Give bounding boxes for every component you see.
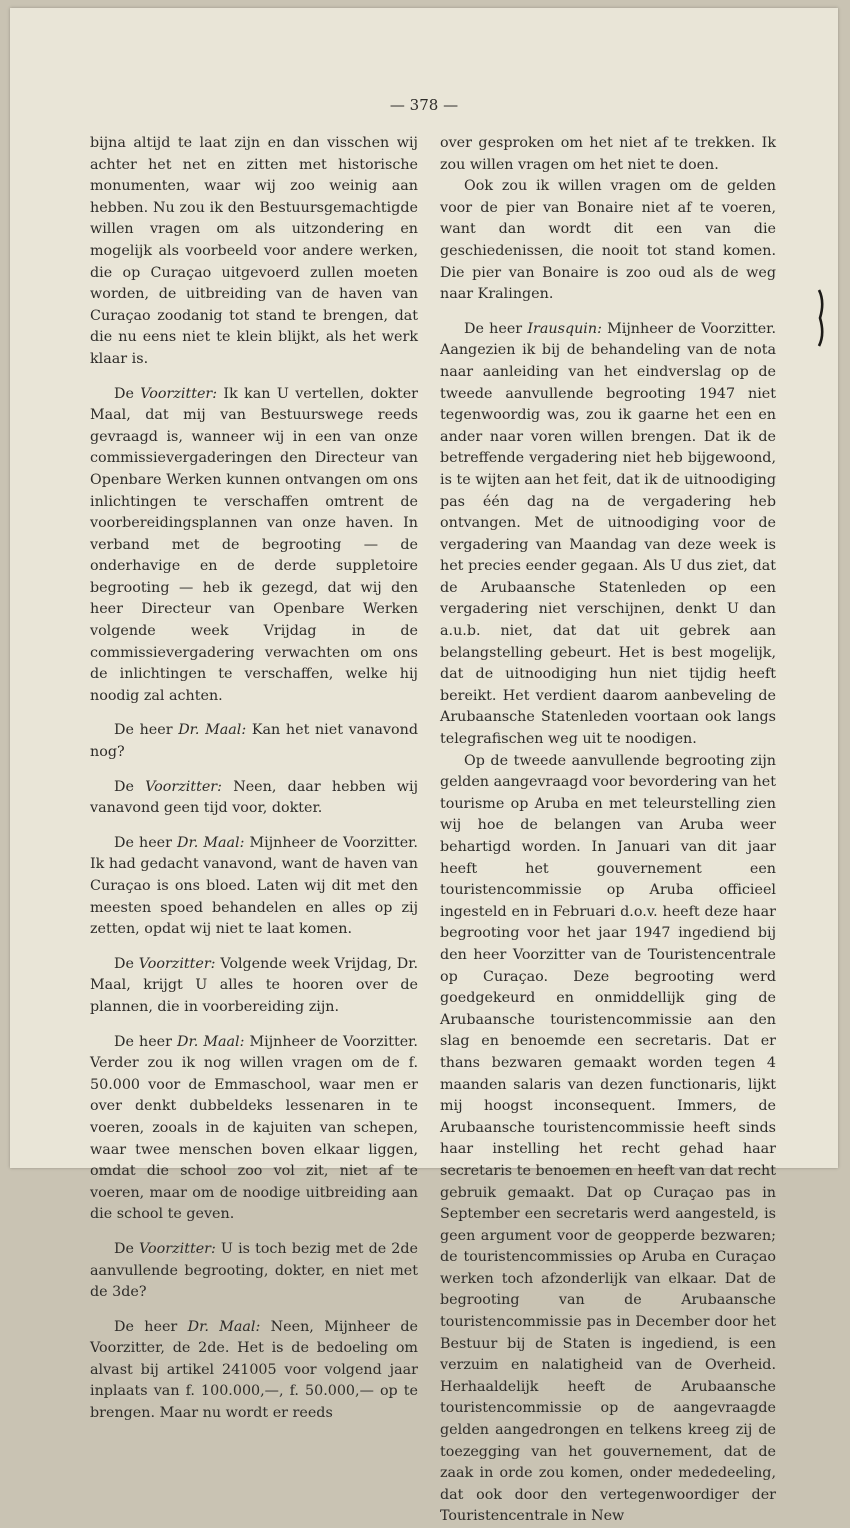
paragraph: bijna altijd te laat zijn en dan visschen wij achter het net en zitten met historische monumenten, waar wij zoo weinig aan hebben. Nu zou ik den Bestuursgemachtigde willen vragen om als uitzondering en mogelijk als voorbeeld voor andere werken, die op Curaçao uitgevoerd zullen moeten worden, de uitbreiding van de haven van Curaçao zoodanig tot stand te brengen, dat die nu eens niet te klein blijkt, als het werk klaar is. xyxy=(90,135,418,367)
speaker-name: Dr. Maal: xyxy=(177,1033,245,1050)
speech-text: U is toch bezig met de 2de aanvullende begrooting, dokter, en niet met de 3de? xyxy=(90,1240,419,1301)
speech-text: Kan het niet vanavond nog? xyxy=(90,722,418,761)
speaker-name: Voorzitter: xyxy=(139,1240,216,1257)
right-column xyxy=(440,133,776,1528)
paragraph xyxy=(90,833,418,941)
speaker-name: Voorzitter: xyxy=(140,385,218,402)
speaker-prefix: De xyxy=(114,385,141,402)
speaker-prefix: De heer xyxy=(114,722,179,739)
paragraph: Ook zou ik willen vragen om de gelden voor de pier van Bonaire niet af te voeren, want dan wordt dit een van die geschiedenissen, die nooit tot stand komen. Die pier van Bonaire is zoo oud als de weg naar Kralingen. xyxy=(440,178,776,303)
speech-text: Mijnheer de Voorzitter. Verder zou ik nog willen vragen om de f. 50.000 voor de Emmaschool, waar men er over denkt dubbeldeks lessenaren in te voeren, zooals in de kajuiten van schepen, waar twee menschen boven elkaar liggen, omdat die school zoo vol zit, niet af te voeren, maar om de noodige uitbreiding aan die school te geven. xyxy=(90,1033,418,1223)
speaker-prefix: De xyxy=(114,1240,140,1257)
speaker-name: Dr. Maal: xyxy=(178,722,247,739)
paragraph: Op de tweede aanvullende begrooting zijn gelden aangevraagd voor bevordering van het tourisme op Aruba en met teleurstelling zien wij hoe de belangen van Aruba weer behartigd worden. In Januari van dit jaar heeft het gouvernement een touristencommissie op Aruba officieel ingesteld en in Februari d.o.v. heeft deze haar begrooting voor het jaar 1947 ingediend bij den heer Voorzitter van de Touristencentrale op Curaçao. Deze begrooting werd goedgekeurd en onmiddellijk ging de Arubaansche touristencommissie aan den slag en benoemde een secretaris. Dat er thans bezwaren gemaakt worden tegen 4 maanden salaris van dezen functionaris, lijkt mij hoogst inconsequent. Immers, de Arubaansche touristencommissie heeft sinds haar instelling het recht gehad haar secretaris te benoemen en heeft van dat recht gebruik gemaakt. Dat op Curaçao pas in September een secretaris werd aangesteld, is geen argument voor de geopperde bezwaren; de touristencommissies op Aruba en Curaçao werken toch afzonderlijk van elkaar. Dat de begrooting van de Arubaansche touristencommissie pas in December door het Bestuur bij de Staten is ingediend, is een verzuim en nalatigheid van de Overheid. Herhaaldelijk heeft de Arubaansche touristencommissie op de aangevraagde gelden aangedrongen en telkens kreeg zij de toezegging van het gouvernement, dat de zaak in orde zou komen, onder mededeeling, dat ook door den vertegenwoordiger der Touristencentrale in New xyxy=(440,752,776,1525)
paragraph xyxy=(90,777,418,820)
speaker-prefix: De heer xyxy=(114,1318,188,1335)
paragraph xyxy=(90,1032,418,1226)
left-column xyxy=(90,133,418,1425)
speech-text: Mijnheer de Voorzitter. Aangezien ik bij de behandeling van de nota naar aanleiding van het eindverslag op de tweede aanvullende begrooting 1947 niet tegenwoordig was, zou ik gaarne het een en ander naar voren willen brengen. Dat ik de betreffende vergadering niet heb bijgewoond, is te wijten aan het feit, dat ik de uitnoodiging pas één dag na de vergadering heb ontvangen. Met de uitnoodiging voor de vergadering van Maandag van deze week is het precies eender gegaan. Als U dus ziet, dat de Arubaansche Statenleden op een vergadering niet verschijnen, denkt U dan a.u.b. niet, dat dat uit gebrek aan belangstelling gebeurt. Het is best mogelijk, dat de uitnoodiging hun niet tijdig heeft bereikt. Het verdient daarom aanbeveling de Arubaansche Statenleden voortaan ook langs telegrafischen weg uit te noodigen. xyxy=(440,320,776,748)
speaker-prefix: De xyxy=(114,778,146,795)
paragraph xyxy=(90,1317,418,1425)
paragraph xyxy=(90,954,418,1019)
paragraph xyxy=(440,319,776,751)
speaker-prefix: De xyxy=(114,955,139,972)
speaker-name: Irausquin: xyxy=(527,320,602,337)
paragraph xyxy=(90,720,418,763)
paragraph: over gesproken om het niet af te trekken. Ik zou willen vragen om het niet te doen. xyxy=(440,135,776,173)
document-page xyxy=(10,8,838,1525)
paragraph xyxy=(90,384,418,708)
margin-bracket-mark xyxy=(816,288,826,348)
page-number: — 378 — xyxy=(389,96,459,114)
speaker-prefix: De heer xyxy=(114,834,178,851)
speaker-name: Voorzitter: xyxy=(145,778,222,795)
speech-text: Neen, daar hebben wij vanavond geen tijd voor, dokter. xyxy=(90,778,419,817)
speaker-name: Dr. Maal: xyxy=(187,1318,261,1335)
speech-text: Ik kan U vertellen, dokter Maal, dat mij van Bestuurswege reeds gevraagd is, wanneer wij in een van onze commissievergaderingen den Directeur van Openbare Werken kunnen ontvangen om ons inlichtingen te verschaffen omtrent de voorbereidingsplannen van onze haven. In verband met de begrooting — de onderhavige en de derde suppletoire begrooting — heb ik gezegd, dat wij den heer Directeur van Openbare Werken volgende week Vrijdag in de commissievergadering verwachten om ons de inlichtingen te verschaffen, welke hij noodig zal achten. xyxy=(90,385,418,704)
speaker-name: Voorzitter: xyxy=(138,955,216,972)
speaker-prefix: De heer xyxy=(114,1033,178,1050)
speaker-name: Dr. Maal: xyxy=(177,834,245,851)
speech-text: Volgende week Vrijdag, Dr. Maal, krijgt U alles te hooren over de plannen, die in voorbereiding zijn. xyxy=(90,955,418,1015)
paragraph xyxy=(90,1239,418,1304)
speaker-prefix: De heer xyxy=(464,320,528,337)
speech-text: Mijnheer de Voorzitter. Ik had gedacht vanavond, want de haven van Curaçao is ons bloed. Laten wij dit met den meesten spoed behandelen en alles op zij zetten, opdat wij niet te laat komen. xyxy=(90,834,418,938)
speech-text: Neen, Mijnheer de Voorzitter, de 2de. Het is de bedoeling om alvast bij artikel 241005 voor volgend jaar inplaats van f. 100.000,—, f. 50.000,— op te brengen. Maar nu wordt er reeds xyxy=(90,1318,418,1422)
